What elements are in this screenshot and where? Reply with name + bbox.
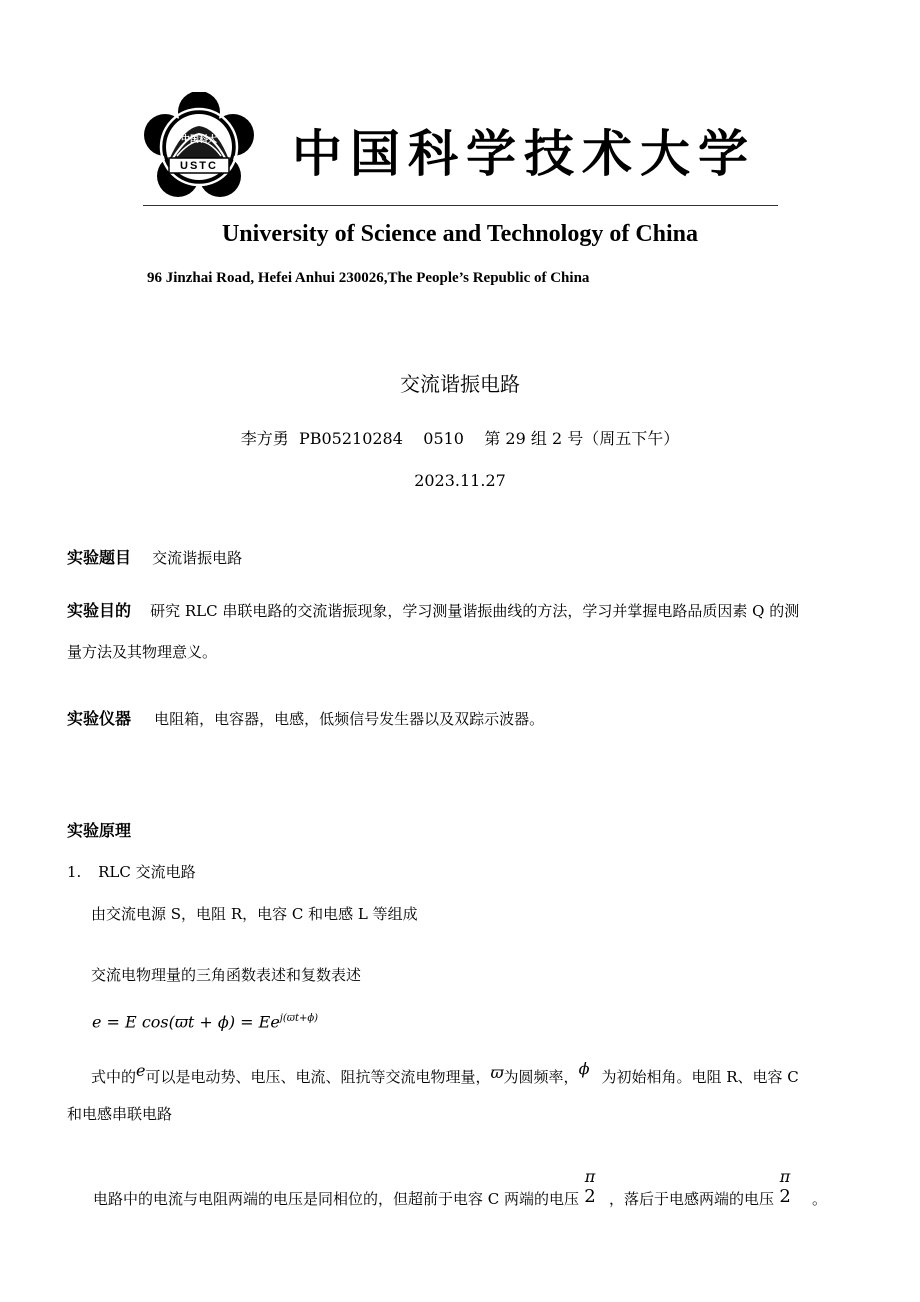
- principle-line-symbols: [91, 1059, 799, 1088]
- author-info: 李方勇 PB05210284 0510 第 29 组 2 号（周五下午）: [240, 429, 680, 448]
- section-purpose: [67, 600, 799, 622]
- purpose-label: 实验目的: [67, 601, 132, 620]
- section-instruments: [67, 708, 544, 730]
- principle-line-representation: 交流电物理量的三角函数表述和复数表述: [91, 966, 362, 984]
- principle-label: 实验原理: [67, 821, 132, 840]
- fraction-denominator: 2: [584, 1186, 596, 1207]
- text-segment: 为初始相角。电阻 R、电容 C: [601, 1068, 799, 1086]
- principle-line-components: 由交流电源 S，电阻 R，电容 C 和电感 L 等组成: [91, 905, 418, 923]
- header-divider: [143, 205, 778, 206]
- text-segment: 为圆频率，: [503, 1068, 579, 1086]
- principle-line-phase: [93, 1167, 828, 1220]
- text-segment: 。: [812, 1190, 828, 1208]
- item-number: 1.: [67, 863, 82, 881]
- principle-item-1: [67, 861, 196, 883]
- fraction-numerator: π: [584, 1167, 596, 1186]
- instruments-text: 电阻箱，电容器，电感，低频信号发生器以及双踪示波器。: [154, 710, 545, 728]
- symbol-omega: ϖ: [490, 1063, 504, 1082]
- report-title: 交流谐振电路: [400, 372, 520, 396]
- fraction-pi-over-2: [774, 1167, 796, 1207]
- formula-exponent: j(ϖt+ϕ): [279, 1013, 319, 1024]
- ac-quantity-formula: [92, 1006, 318, 1035]
- text-segment: ，落后于电感两端的电压: [609, 1190, 775, 1208]
- instruments-label: 实验仪器: [67, 709, 132, 728]
- section-topic: [67, 547, 242, 569]
- text-segment: 可以是电动势、电压、电流、阻抗等交流电物理量，: [145, 1068, 491, 1086]
- symbol-e: e: [136, 1061, 146, 1080]
- topic-label: 实验题目: [67, 548, 132, 567]
- fraction-pi-over-2: [579, 1167, 601, 1207]
- school-name-chinese: 中国科学技术大学: [292, 124, 756, 183]
- fraction-numerator: π: [779, 1167, 791, 1186]
- school-name-english: University of Science and Technology of China: [221, 221, 699, 247]
- principle-line-series: 和电感串联电路: [67, 1105, 173, 1123]
- text-segment: 式中的: [91, 1068, 137, 1086]
- section-principle: [67, 820, 131, 842]
- text-segment: 电路中的电流与电阻两端的电压是同相位的，但超前于电容 C 两端的电压: [93, 1190, 580, 1208]
- seal-chinese-text: 中国科大: [180, 135, 217, 145]
- purpose-text-line-2: 量方法及其物理意义。: [67, 643, 218, 661]
- purpose-text-line-1: 研究 RLC 串联电路的交流谐振现象，学习测量谐振曲线的方法，学习并掌握电路品质因素 Q 的测: [150, 602, 800, 620]
- school-address: 96 Jinzhai Road, Hefei Anhui 230026,The People’s Republic of China: [147, 270, 590, 286]
- topic-text: 交流谐振电路: [152, 549, 243, 567]
- university-seal-logo: [143, 92, 255, 204]
- item-title: RLC 交流电路: [98, 863, 196, 881]
- seal-abbreviation: USTC: [180, 160, 218, 172]
- formula-main: e = E cos(ϖt + ϕ) = Ee: [92, 1012, 280, 1032]
- symbol-phi: ϕ: [578, 1059, 590, 1078]
- fraction-denominator: 2: [779, 1186, 791, 1207]
- report-date: 2023.11.27: [414, 471, 506, 490]
